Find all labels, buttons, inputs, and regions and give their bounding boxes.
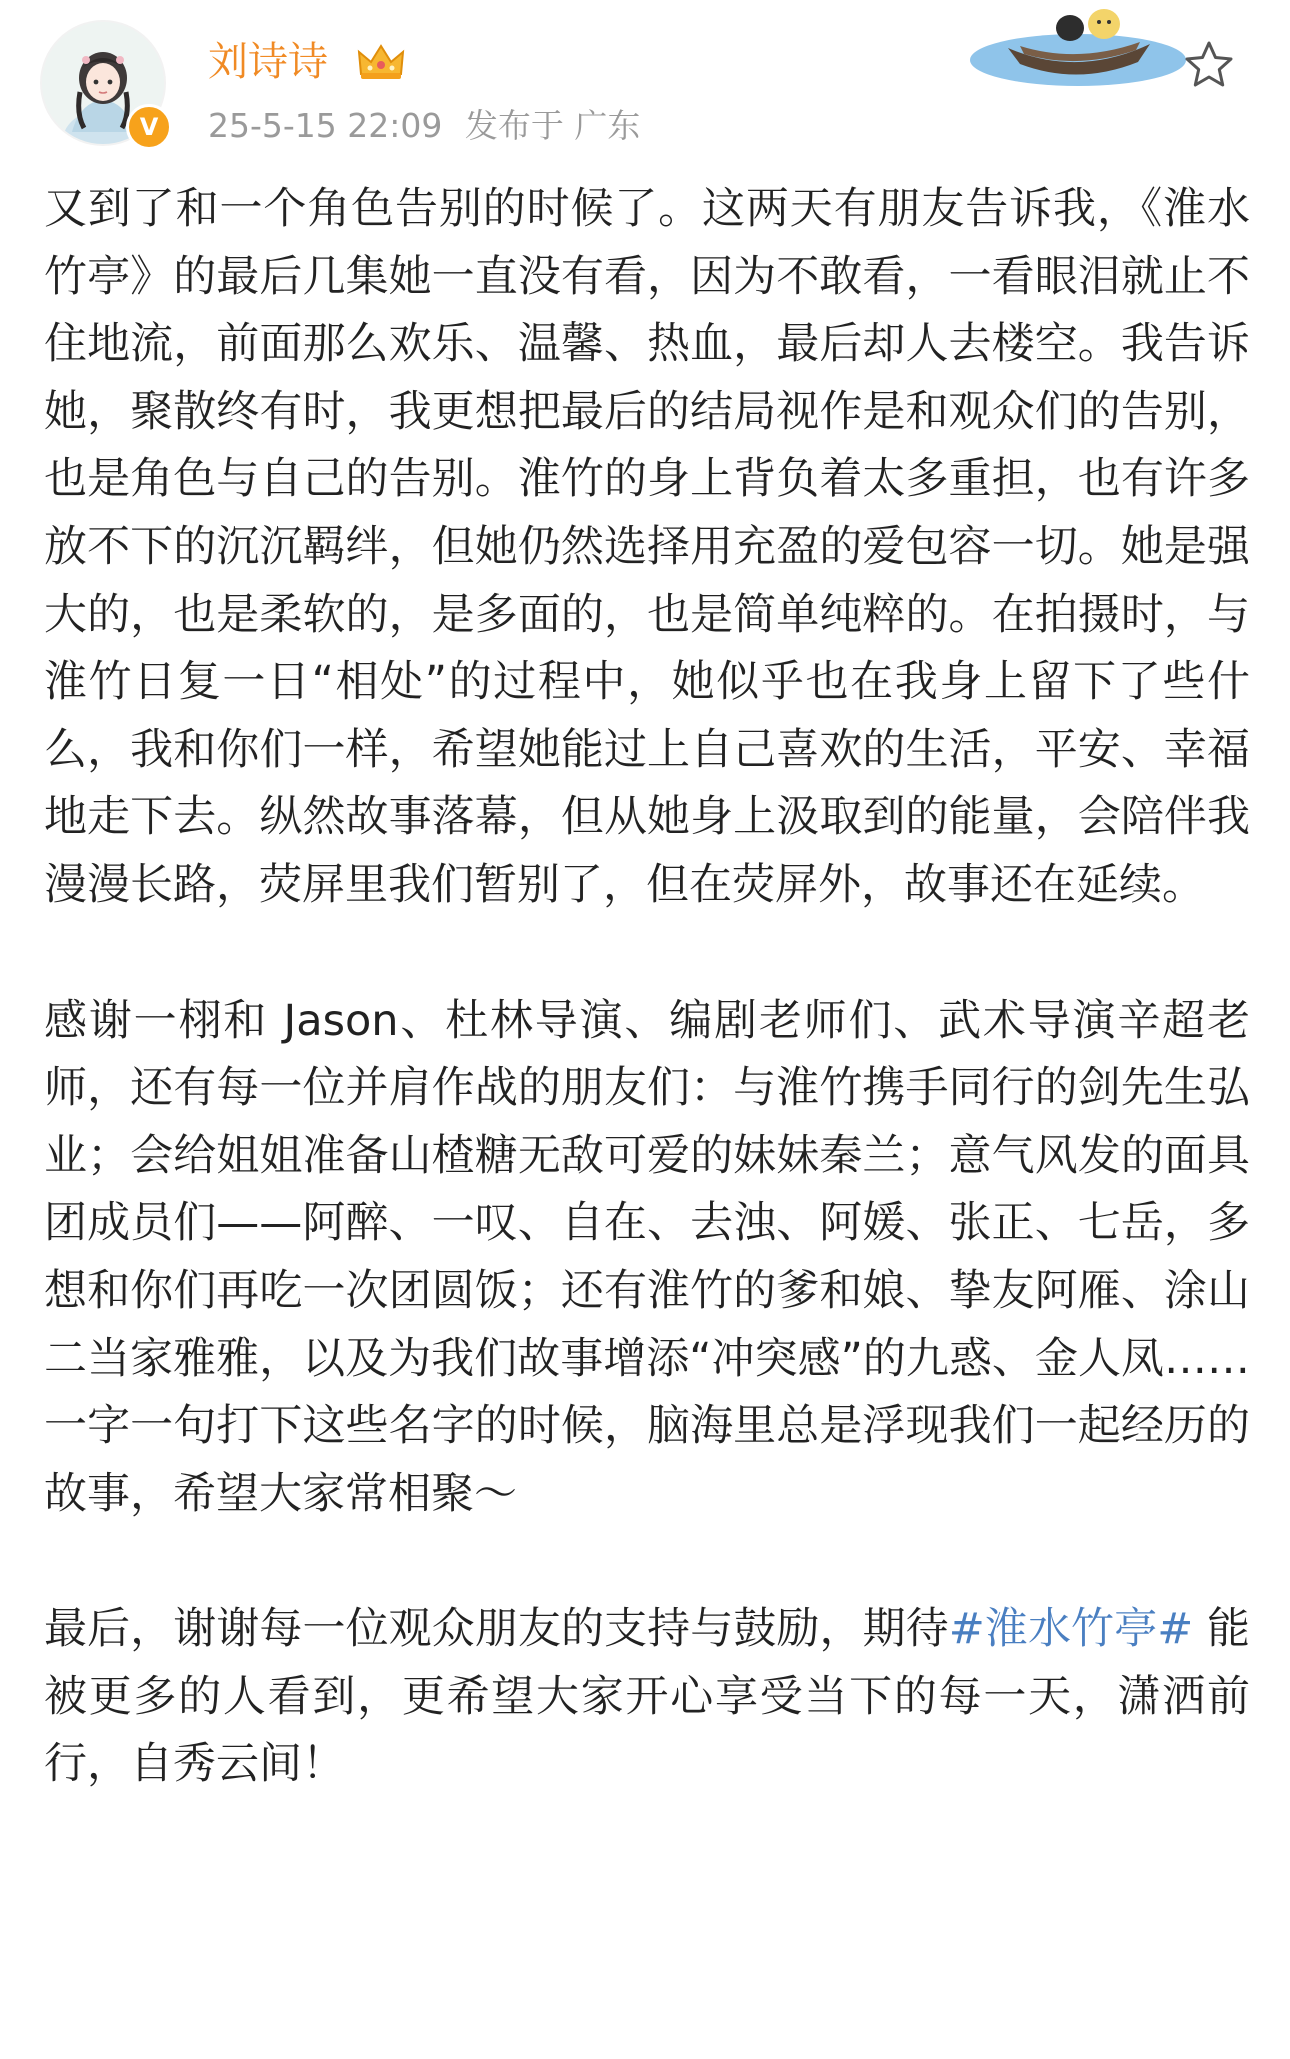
boat-sticker-icon xyxy=(968,0,1188,96)
post-paragraph-3-text: 最后，谢谢每一位观众朋友的支持与鼓励，期待 xyxy=(44,1604,949,1655)
post-meta xyxy=(208,104,652,148)
favorite-star-icon[interactable] xyxy=(1182,38,1236,92)
crown-icon[interactable] xyxy=(356,40,406,82)
post-source: 发布于 广东 xyxy=(464,106,641,145)
post-body xyxy=(44,176,1250,1799)
post-paragraph-2: 感谢一栩和 Jason、杜林导演、编剧老师们、武术导演辛超老师，还有每一位并肩作战的朋友们：与淮竹携手同行的剑先生弘业；会给姐姐准备山楂糖无敌可爱的妹妹秦兰；意气风发的面具团成员们——阿醉、一叹、自在、去浊、阿媛、张正、七岳，多想和你们再吃一次团圆饭；还有淮竹的爹和娘、挚友阿雁、涂山二当家雅雅，以及为我们故事增添“冲突感”的九惑、金人凤……一字一句打下这些名字的时候，脑海里总是浮现我们一起经历的故事，希望大家常相聚～ xyxy=(44,995,1250,1519)
hashtag-link[interactable]: #淮水竹亭# xyxy=(948,1604,1194,1655)
post-paragraph-3-text-end: 能被更多的人看到，更希望大家开心享受当下的每一天，潇洒前行，自秀云间！ xyxy=(44,1604,1251,1790)
post-paragraph-3 xyxy=(44,1596,1250,1799)
username[interactable]: 刘诗诗 xyxy=(208,39,328,85)
post-paragraph-1: 又到了和一个角色告别的时候了。这两天有朋友告诉我，《淮水竹亭》的最后几集她一直没有看，因为不敢看，一看眼泪就止不住地流，前面那么欢乐、温馨、热血，最后却人去楼空。我告诉她，聚散终有时，我更想把最后的结局视作是和观众们的告别，也是角色与自己的告别。淮竹的身上背负着太多重担，也有许多放不下的沉沉羁绊，但她仍然选择用充盈的爱包容一切。她是强大的，也是柔软的，是多面的，也是简单纯粹的。在拍摄时，与淮竹日复一日“相处”的过程中，她似乎也在我身上留下了些什么，我和你们一样，希望她能过上自己喜欢的生活，平安、幸福地走下去。纵然故事落幕，但从她身上汲取到的能量，会陪伴我漫漫长路，荧屏里我们暂别了，但在荧屏外，故事还在延续。 xyxy=(44,184,1250,910)
verified-badge-icon: V xyxy=(126,104,172,150)
post-header xyxy=(0,0,1290,170)
post-timestamp: 25-5-15 22:09 xyxy=(208,106,443,145)
